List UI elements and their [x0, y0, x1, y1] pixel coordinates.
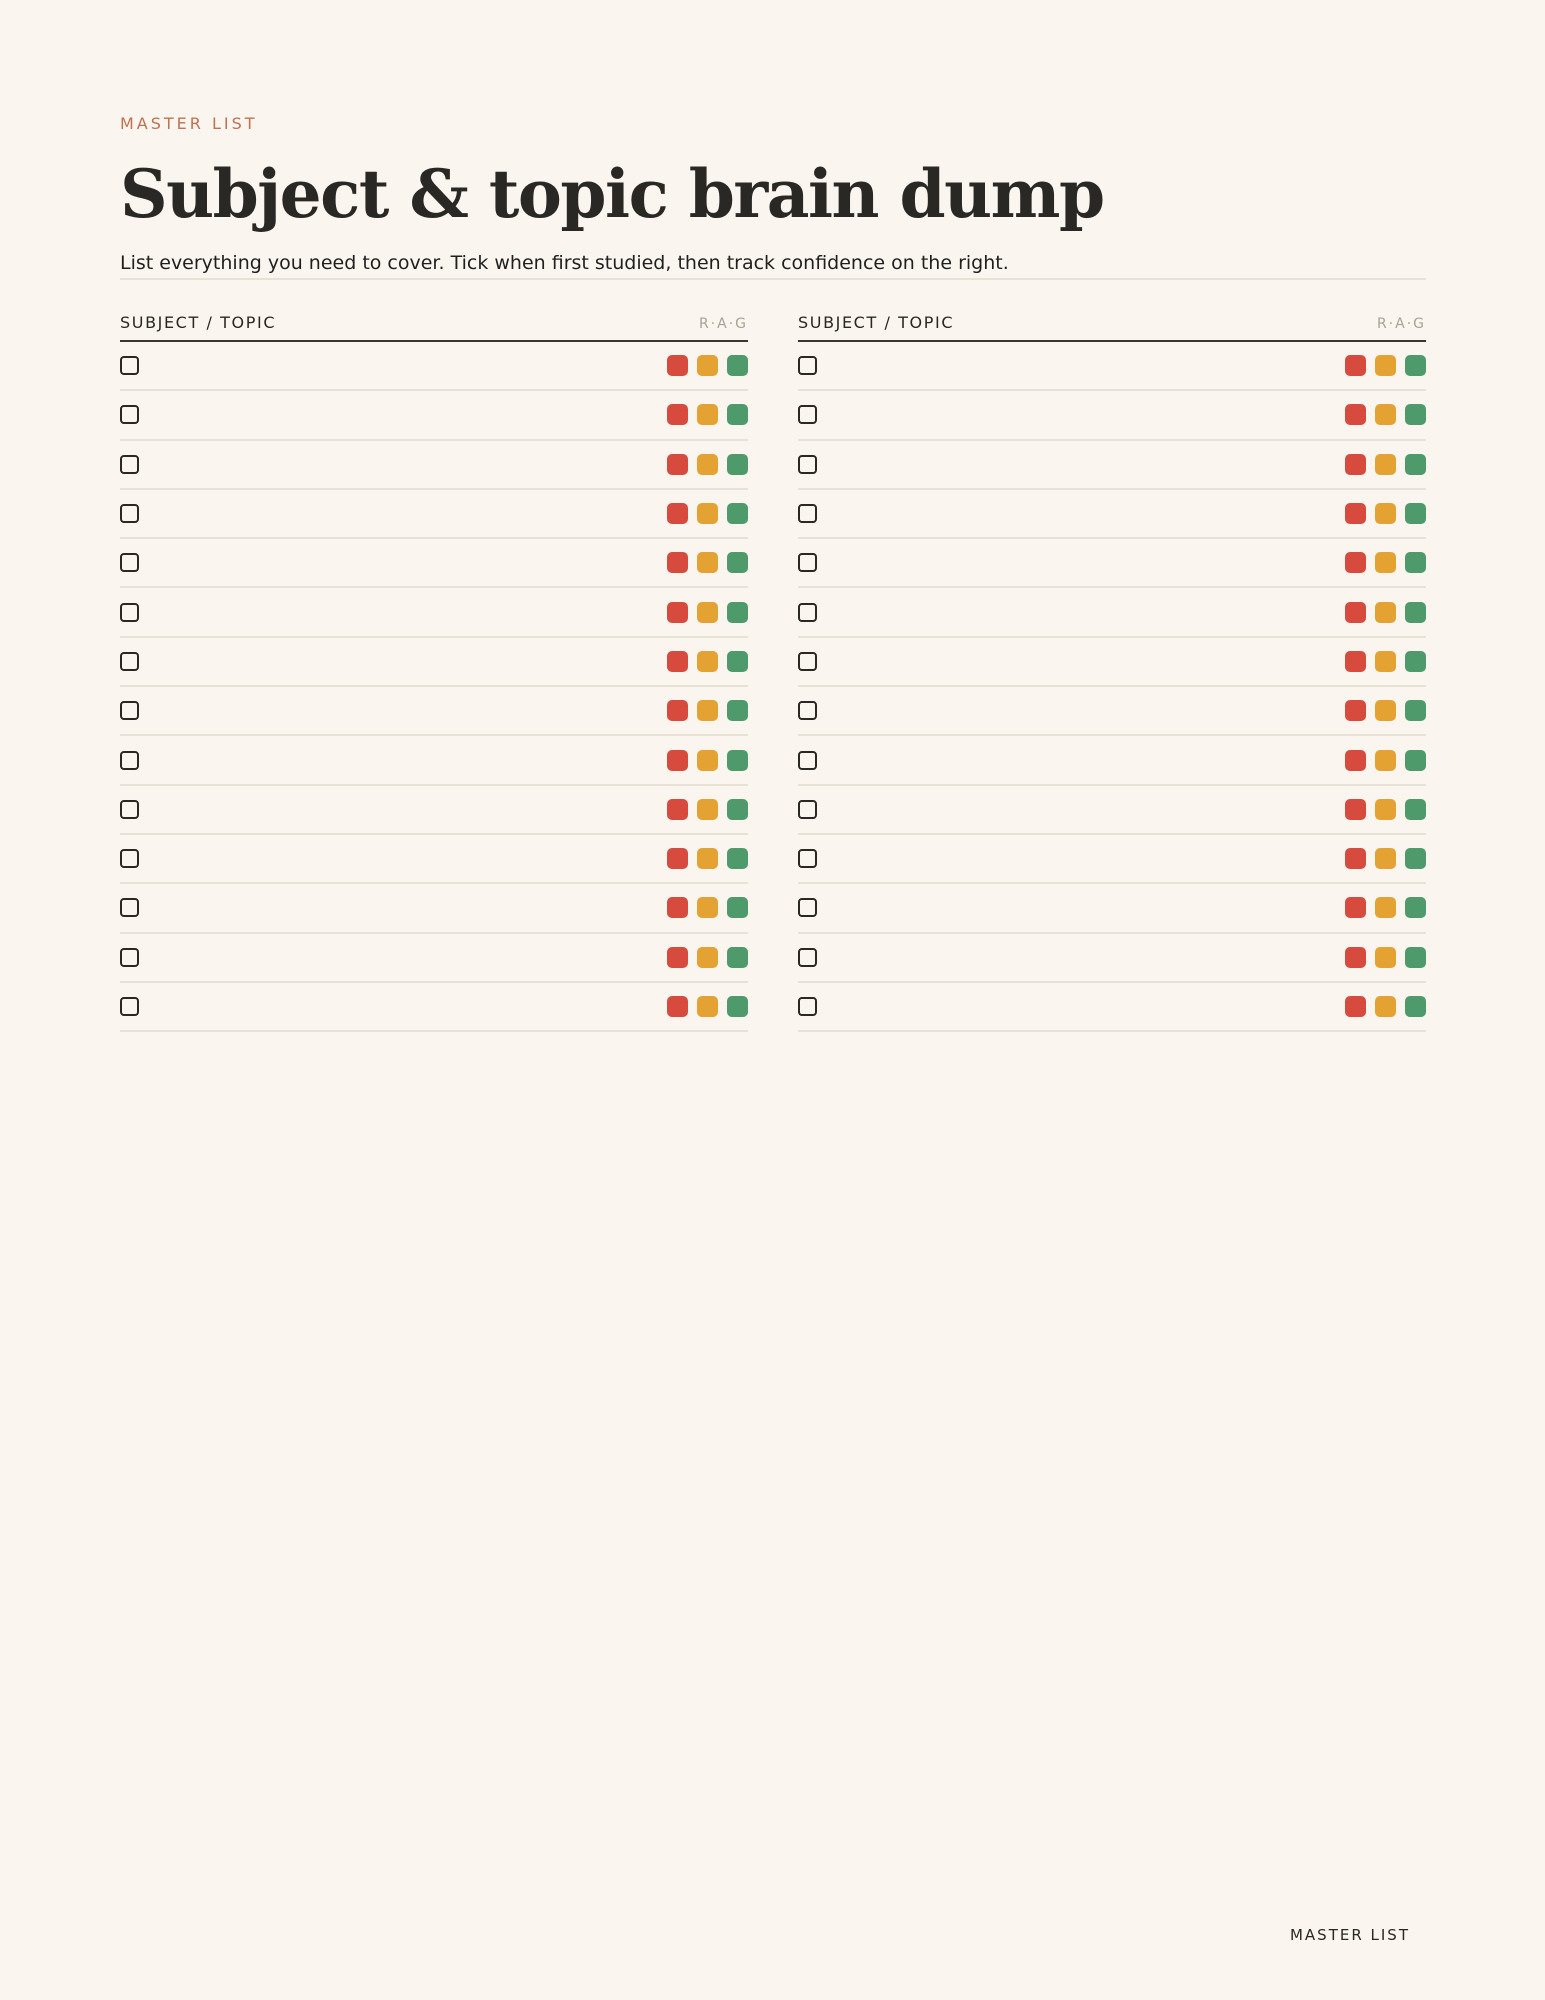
- rag-green-square[interactable]: [1405, 454, 1426, 475]
- column-header: [798, 313, 1426, 342]
- rag-amber-square[interactable]: [1375, 897, 1396, 918]
- column-header: [120, 313, 748, 342]
- rag-selector: [667, 602, 748, 623]
- studied-checkbox[interactable]: [120, 751, 139, 770]
- topic-row: [798, 588, 1426, 637]
- topic-row: [798, 391, 1426, 440]
- topic-row: [798, 539, 1426, 588]
- rag-amber-square[interactable]: [1375, 602, 1396, 623]
- rag-selector: [667, 700, 748, 721]
- rag-amber-square[interactable]: [1375, 552, 1396, 573]
- studied-checkbox[interactable]: [798, 701, 817, 720]
- studied-checkbox[interactable]: [120, 652, 139, 671]
- rag-selector: [1345, 750, 1426, 771]
- rag-green-square[interactable]: [727, 602, 748, 623]
- studied-checkbox[interactable]: [798, 356, 817, 375]
- rag-selector: [667, 503, 748, 524]
- studied-checkbox[interactable]: [120, 701, 139, 720]
- studied-checkbox[interactable]: [798, 898, 817, 917]
- rag-selector: [1345, 947, 1426, 968]
- studied-checkbox[interactable]: [798, 997, 817, 1016]
- rag-green-square[interactable]: [727, 503, 748, 524]
- studied-checkbox[interactable]: [120, 553, 139, 572]
- rag-red-square[interactable]: [1345, 700, 1366, 721]
- rag-green-square[interactable]: [727, 700, 748, 721]
- rag-amber-square[interactable]: [697, 750, 718, 771]
- rag-green-square[interactable]: [1405, 404, 1426, 425]
- rag-green-square[interactable]: [1405, 651, 1426, 672]
- rag-amber-square[interactable]: [1375, 651, 1396, 672]
- rag-selector: [1345, 848, 1426, 869]
- topic-row: [798, 786, 1426, 835]
- rag-red-square[interactable]: [667, 651, 688, 672]
- rag-header-label: R·A·G: [698, 316, 748, 332]
- rag-red-square[interactable]: [1345, 750, 1366, 771]
- eyebrow-label: MASTER LIST: [120, 114, 258, 133]
- rag-green-square[interactable]: [1405, 552, 1426, 573]
- rag-amber-square[interactable]: [1375, 750, 1396, 771]
- studied-checkbox[interactable]: [120, 504, 139, 523]
- topic-row: [120, 835, 748, 884]
- rag-amber-square[interactable]: [697, 651, 718, 672]
- topic-row: [798, 342, 1426, 391]
- rag-amber-square[interactable]: [697, 947, 718, 968]
- studied-checkbox[interactable]: [798, 504, 817, 523]
- rag-green-square[interactable]: [727, 454, 748, 475]
- rag-selector: [667, 799, 748, 820]
- studied-checkbox[interactable]: [798, 751, 817, 770]
- topic-row: [120, 736, 748, 785]
- topic-row: [120, 786, 748, 835]
- page-subtitle: List everything you need to cover. Tick when first studied, then track confidence on the right.: [120, 252, 1009, 274]
- studied-checkbox[interactable]: [798, 849, 817, 868]
- topic-row: [798, 884, 1426, 933]
- rag-amber-square[interactable]: [697, 799, 718, 820]
- rag-green-square[interactable]: [1405, 700, 1426, 721]
- rag-selector: [667, 552, 748, 573]
- column-header-label: SUBJECT / TOPIC: [798, 313, 955, 332]
- rag-green-square[interactable]: [1405, 355, 1426, 376]
- rag-selector: [1345, 700, 1426, 721]
- rag-red-square[interactable]: [1345, 355, 1366, 376]
- topic-row: [120, 638, 748, 687]
- rag-amber-square[interactable]: [1375, 404, 1396, 425]
- rag-red-square[interactable]: [1345, 552, 1366, 573]
- rag-amber-square[interactable]: [697, 700, 718, 721]
- topic-row: [798, 687, 1426, 736]
- rag-green-square[interactable]: [1405, 947, 1426, 968]
- rag-green-square[interactable]: [727, 355, 748, 376]
- rag-amber-square[interactable]: [1375, 700, 1396, 721]
- topic-column-right: [798, 313, 1426, 1032]
- rag-green-square[interactable]: [1405, 848, 1426, 869]
- topic-row: [120, 983, 748, 1032]
- topic-row: [120, 441, 748, 490]
- rag-red-square[interactable]: [1345, 602, 1366, 623]
- rag-green-square[interactable]: [727, 996, 748, 1017]
- studied-checkbox[interactable]: [798, 455, 817, 474]
- rag-green-square[interactable]: [1405, 897, 1426, 918]
- rag-red-square[interactable]: [1345, 996, 1366, 1017]
- rag-amber-square[interactable]: [697, 355, 718, 376]
- rag-amber-square[interactable]: [1375, 503, 1396, 524]
- topic-row: [798, 638, 1426, 687]
- rag-green-square[interactable]: [727, 651, 748, 672]
- rag-amber-square[interactable]: [1375, 947, 1396, 968]
- studied-checkbox[interactable]: [798, 800, 817, 819]
- rag-selector: [1345, 552, 1426, 573]
- studied-checkbox[interactable]: [798, 603, 817, 622]
- studied-checkbox[interactable]: [120, 603, 139, 622]
- rag-selector: [667, 750, 748, 771]
- header-divider: [120, 278, 1426, 280]
- topic-row: [120, 490, 748, 539]
- rag-red-square[interactable]: [667, 454, 688, 475]
- rag-amber-square[interactable]: [1375, 848, 1396, 869]
- rag-selector: [1345, 355, 1426, 376]
- rag-selector: [667, 404, 748, 425]
- rag-amber-square[interactable]: [697, 552, 718, 573]
- rag-red-square[interactable]: [667, 552, 688, 573]
- rag-amber-square[interactable]: [697, 848, 718, 869]
- topic-rows: [798, 342, 1426, 1032]
- topic-row: [120, 687, 748, 736]
- studied-checkbox[interactable]: [120, 800, 139, 819]
- rag-red-square[interactable]: [667, 996, 688, 1017]
- page-title: Subject & topic brain dump: [120, 155, 1104, 233]
- rag-selector: [1345, 404, 1426, 425]
- rag-selector: [667, 454, 748, 475]
- rag-red-square[interactable]: [667, 897, 688, 918]
- studied-checkbox[interactable]: [120, 849, 139, 868]
- rag-amber-square[interactable]: [1375, 799, 1396, 820]
- rag-red-square[interactable]: [667, 947, 688, 968]
- page: [120, 0, 1426, 2000]
- rag-amber-square[interactable]: [697, 897, 718, 918]
- rag-red-square[interactable]: [667, 602, 688, 623]
- rag-red-square[interactable]: [667, 503, 688, 524]
- rag-green-square[interactable]: [727, 799, 748, 820]
- rag-amber-square[interactable]: [1375, 996, 1396, 1017]
- rag-amber-square[interactable]: [697, 996, 718, 1017]
- topic-row: [798, 983, 1426, 1032]
- rag-selector: [1345, 897, 1426, 918]
- rag-red-square[interactable]: [667, 700, 688, 721]
- topic-row: [798, 736, 1426, 785]
- rag-green-square[interactable]: [1405, 602, 1426, 623]
- rag-green-square[interactable]: [727, 750, 748, 771]
- rag-red-square[interactable]: [1345, 799, 1366, 820]
- rag-red-square[interactable]: [1345, 503, 1366, 524]
- rag-red-square[interactable]: [667, 750, 688, 771]
- rag-amber-square[interactable]: [697, 503, 718, 524]
- rag-amber-square[interactable]: [697, 454, 718, 475]
- rag-green-square[interactable]: [1405, 503, 1426, 524]
- rag-green-square[interactable]: [727, 947, 748, 968]
- studied-checkbox[interactable]: [120, 898, 139, 917]
- rag-red-square[interactable]: [1345, 897, 1366, 918]
- studied-checkbox[interactable]: [120, 405, 139, 424]
- footer-label: MASTER LIST: [1289, 1926, 1410, 1944]
- studied-checkbox[interactable]: [120, 997, 139, 1016]
- rag-amber-square[interactable]: [697, 602, 718, 623]
- rag-green-square[interactable]: [727, 552, 748, 573]
- rag-selector: [667, 651, 748, 672]
- rag-amber-square[interactable]: [1375, 355, 1396, 376]
- rag-selector: [1345, 503, 1426, 524]
- rag-green-square[interactable]: [1405, 996, 1426, 1017]
- topic-row: [798, 934, 1426, 983]
- studied-checkbox[interactable]: [798, 553, 817, 572]
- studied-checkbox[interactable]: [798, 652, 817, 671]
- rag-green-square[interactable]: [1405, 750, 1426, 771]
- rag-red-square[interactable]: [667, 799, 688, 820]
- rag-red-square[interactable]: [1345, 454, 1366, 475]
- rag-green-square[interactable]: [727, 848, 748, 869]
- rag-red-square[interactable]: [667, 848, 688, 869]
- rag-selector: [1345, 996, 1426, 1017]
- column-header-label: SUBJECT / TOPIC: [120, 313, 277, 332]
- rag-selector: [667, 355, 748, 376]
- rag-selector: [667, 947, 748, 968]
- rag-red-square[interactable]: [667, 404, 688, 425]
- topic-row: [120, 934, 748, 983]
- topic-row: [120, 539, 748, 588]
- studied-checkbox[interactable]: [120, 356, 139, 375]
- rag-selector: [1345, 799, 1426, 820]
- studied-checkbox[interactable]: [798, 405, 817, 424]
- rag-red-square[interactable]: [1345, 848, 1366, 869]
- rag-amber-square[interactable]: [1375, 454, 1396, 475]
- topic-row: [798, 835, 1426, 884]
- rag-selector: [1345, 454, 1426, 475]
- topic-row: [798, 490, 1426, 539]
- rag-selector: [1345, 651, 1426, 672]
- rag-selector: [1345, 602, 1426, 623]
- rag-green-square[interactable]: [727, 404, 748, 425]
- rag-amber-square[interactable]: [697, 404, 718, 425]
- rag-red-square[interactable]: [1345, 947, 1366, 968]
- rag-red-square[interactable]: [1345, 404, 1366, 425]
- studied-checkbox[interactable]: [120, 948, 139, 967]
- topic-rows: [120, 342, 748, 1032]
- topic-row: [798, 441, 1426, 490]
- studied-checkbox[interactable]: [120, 455, 139, 474]
- rag-header-label: R·A·G: [1376, 316, 1426, 332]
- topic-row: [120, 342, 748, 391]
- topic-column-left: [120, 313, 748, 1032]
- topic-row: [120, 588, 748, 637]
- topic-row: [120, 391, 748, 440]
- rag-selector: [667, 897, 748, 918]
- topic-row: [120, 884, 748, 933]
- rag-red-square[interactable]: [667, 355, 688, 376]
- studied-checkbox[interactable]: [798, 948, 817, 967]
- rag-selector: [667, 996, 748, 1017]
- rag-green-square[interactable]: [727, 897, 748, 918]
- rag-selector: [667, 848, 748, 869]
- rag-red-square[interactable]: [1345, 651, 1366, 672]
- rag-green-square[interactable]: [1405, 799, 1426, 820]
